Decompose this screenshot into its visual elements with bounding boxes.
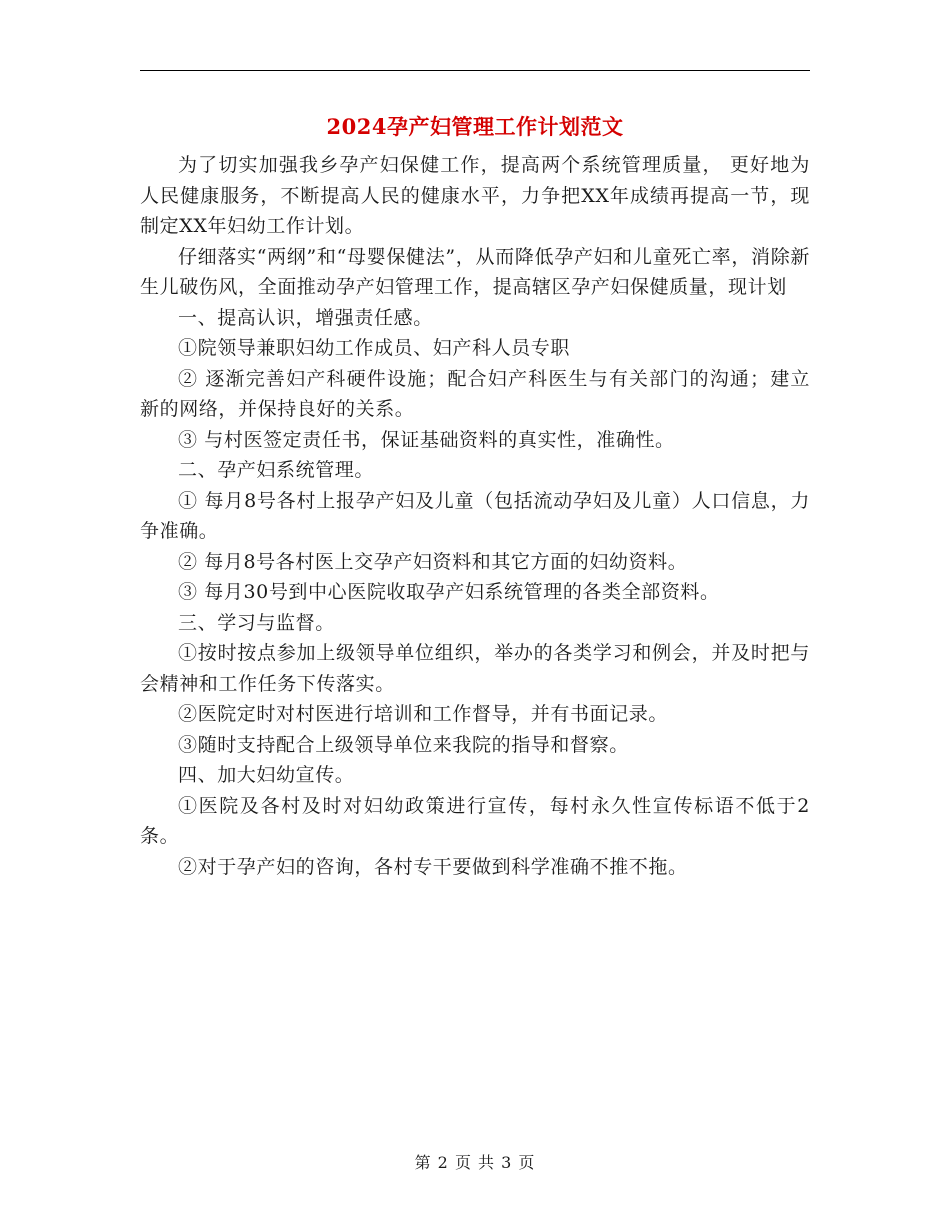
section-heading: 三、学习与监督。 bbox=[178, 611, 335, 634]
list-item: ①院领导兼职妇幼工作成员、妇产科人员专职 bbox=[178, 337, 571, 359]
list-item: ③随时支持配合上级领导单位来我院的指导和督察。 bbox=[178, 733, 629, 756]
section-heading: 二、孕产妇系统管理。 bbox=[178, 459, 375, 481]
list-item: ①医院及各村及时对妇幼政策进行宣传，每村永久性宣传标语不低于2条。 bbox=[140, 794, 810, 847]
list-item: ②医院定时对村医进行培训和工作督导，并有书面记录。 bbox=[178, 703, 669, 725]
list-item: ①按时按点参加上级领导单位组织，举办的各类学习和例会，并及时把与会精神和工作任务下传落实。 bbox=[140, 642, 810, 695]
list-item: ② 逐渐完善妇产科硬件设施；配合妇产科医生与有关部门的沟通；建立新的网络，并保持良好的关系。 bbox=[140, 367, 810, 420]
section-heading: 四、加大妇幼宣传。 bbox=[178, 764, 355, 786]
list-item: ③ 与村医签定责任书，保证基础资料的真实性，准确性。 bbox=[178, 428, 675, 451]
list-item: ① 每月8号各村上报孕产妇及儿童（包括流动孕妇及儿童）人口信息，力争准确。 bbox=[140, 489, 810, 542]
section-heading: 一、提高认识，增强责任感。 bbox=[178, 306, 433, 329]
list-item: ③ 每月30号到中心医院收取孕产妇系统管理的各类全部资料。 bbox=[178, 581, 720, 603]
paragraph: 为了切实加强我乡孕产妇保健工作，提高两个系统管理质量， 更好地为人民健康服务，不断提高人民的健康水平，力争把XX年成绩再提高一节，现制定XX年妇幼工作计划。 bbox=[140, 154, 810, 237]
header-rule bbox=[140, 70, 810, 71]
list-item: ② 每月8号各村医上交孕产妇资料和其它方面的妇幼资料。 bbox=[178, 550, 688, 573]
paragraph: 仔细落实“两纲”和“母婴保健法”，从而降低孕产妇和儿童死亡率，消除新生儿破伤风，全面推动孕产妇管理工作，提高辖区孕产妇保健质量，现计划 bbox=[140, 245, 810, 298]
document-body bbox=[140, 150, 810, 882]
document-title: 2024孕产妇管理工作计划范文 bbox=[326, 114, 624, 139]
page-number-footer: 第 2 页 共 3 页 bbox=[414, 1153, 536, 1172]
list-item: ②对于孕产妇的咨询，各村专干要做到科学准确不推不拖。 bbox=[178, 855, 688, 878]
